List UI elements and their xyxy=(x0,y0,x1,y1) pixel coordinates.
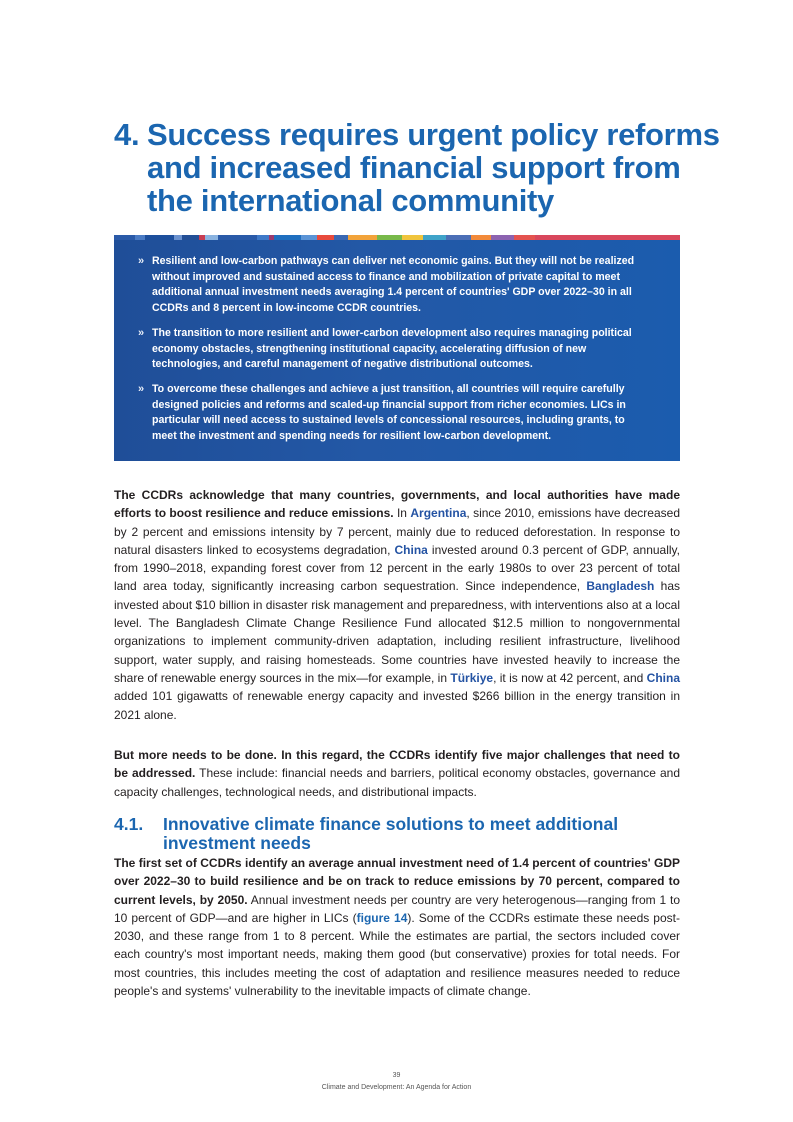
country-highlight: China xyxy=(394,542,428,557)
section-heading xyxy=(114,815,674,853)
paragraph-text: has invested about $10 billion in disaster risk management and preparedness, with interventions also at a local level. The Bangladesh Climate Change Resilience Fund allocated $12.5 million to nongovernmental organizations to implement community-driven adaptation, including resilient infrastructure, livelihood support, water supply, and raising homesteads. Some countries have invested heavily to increase the share of renewable energy sources in the mix—for example, in xyxy=(114,579,680,685)
figure-link[interactable]: figure 14 xyxy=(356,910,408,925)
section-title-line: investment needs xyxy=(163,833,311,853)
paragraph-text: These include: financial needs and barriers, political economy obstacles, governance and capacity challenges, technological needs, and distributional impacts. xyxy=(114,766,680,799)
key-message-item xyxy=(138,382,650,445)
chevron-bullet-icon: » xyxy=(138,255,145,267)
paragraph-text: ). Some of the CCDRs estimate these needs post-2030, and these range from 1 to 8 percent. While the estimates are partial, the sectors included cover each country's most important needs, making them good (but conservative) proxies for total needs. For most countries, this includes meeting the cost of adaptation and resilience measures needed to reduce people's and systems' vulnerability to the inevitable impacts of climate change. xyxy=(114,910,680,999)
page-number: 39 xyxy=(392,1072,401,1079)
key-message-item xyxy=(138,254,650,317)
section-title-line: Innovative climate finance solutions to meet additional xyxy=(163,814,619,834)
paragraph-country-efforts xyxy=(114,486,680,724)
paragraph-text: invested around 0.3 percent of GDP, annually, from 1990–2018, expanding forest cover from 12 percent in the early 1980s to over 23 percent of total land area today, significantly increasing carbon sequestration. Since independence, xyxy=(114,542,680,594)
paragraph-investment-needs xyxy=(114,854,680,1000)
country-highlight: Türkiye xyxy=(450,670,494,685)
chapter-title-line: the international community xyxy=(147,183,554,218)
paragraph-lead: The CCDRs acknowledge that many countries, governments, and local authorities have made efforts to boost resilience and reduce emissions. xyxy=(114,488,680,521)
paragraph-lead: The first set of CCDRs identify an average annual investment need of 1.4 percent of countries' GDP over 2022–30 to build resilience and be on track to reduce emissions by 70 percent, compared to current levels, by 2050. xyxy=(114,856,680,907)
section-number: 4.1. xyxy=(114,814,144,834)
paragraph-text: In xyxy=(393,506,411,521)
country-highlight: China xyxy=(646,670,680,685)
key-message-item xyxy=(138,326,650,373)
chapter-title-line: Success requires urgent policy reforms xyxy=(147,117,720,152)
paragraph-text: Annual investment needs per country are very heterogenous—ranging from 1 to 10 percent of GDP—and are higher in LICs ( xyxy=(114,892,680,925)
chevron-bullet-icon: » xyxy=(138,326,145,339)
publication-title: Climate and Development: An Agenda for Action xyxy=(321,1084,472,1091)
key-message-text: To overcome these challenges and achieve a just transition, all countries will require carefully designed policies and reforms and scaled-up financial support from richer economies. LICs in particular will need access to sustained levels of concessional resources, including grants, to meet the investment and spending needs for resilient low-carbon development. xyxy=(152,382,626,443)
paragraph-text: , it is now at 42 percent, and xyxy=(493,670,647,685)
key-message-text: Resilient and low-carbon pathways can deliver net economic gains. But they will not be realized without improved and sustained access to finance and mobilization of private capital to meet additional annual investment needs averaging 1.4 percent of countries' GDP over 2022–30 in all CCDRs and 8 percent in low-income CCDR countries. xyxy=(152,255,635,315)
paragraph-text: , since 2010, emissions have decreased by 2 percent and emissions intensity by 7 percent, mainly due to reduced deforestation. In response to natural disasters linked to ecosystems degradation, xyxy=(114,506,680,557)
country-highlight: Argentina xyxy=(410,506,467,521)
chapter-title xyxy=(114,117,720,218)
chapter-title-line: and increased financial support from xyxy=(147,150,681,185)
key-messages-box xyxy=(114,240,680,461)
key-message-text: The transition to more resilient and lower-carbon development also requires managing political economy obstacles, strengthening institutional capacity, accelerating diffusion of new technologies, and careful management of negative distributional outcomes. xyxy=(152,326,632,371)
paragraph-lead: But more needs to be done. In this regard, the CCDRs identify five major challenges that need to be addressed. xyxy=(114,748,680,781)
chevron-bullet-icon: » xyxy=(138,382,145,395)
paragraph-text: added 101 gigawatts of renewable energy capacity and invested $266 billion in the energy transition in 2021 alone. xyxy=(114,689,680,722)
chapter-number: 4. xyxy=(114,117,140,152)
paragraph-challenges xyxy=(114,746,680,801)
country-highlight: Bangladesh xyxy=(586,579,655,594)
